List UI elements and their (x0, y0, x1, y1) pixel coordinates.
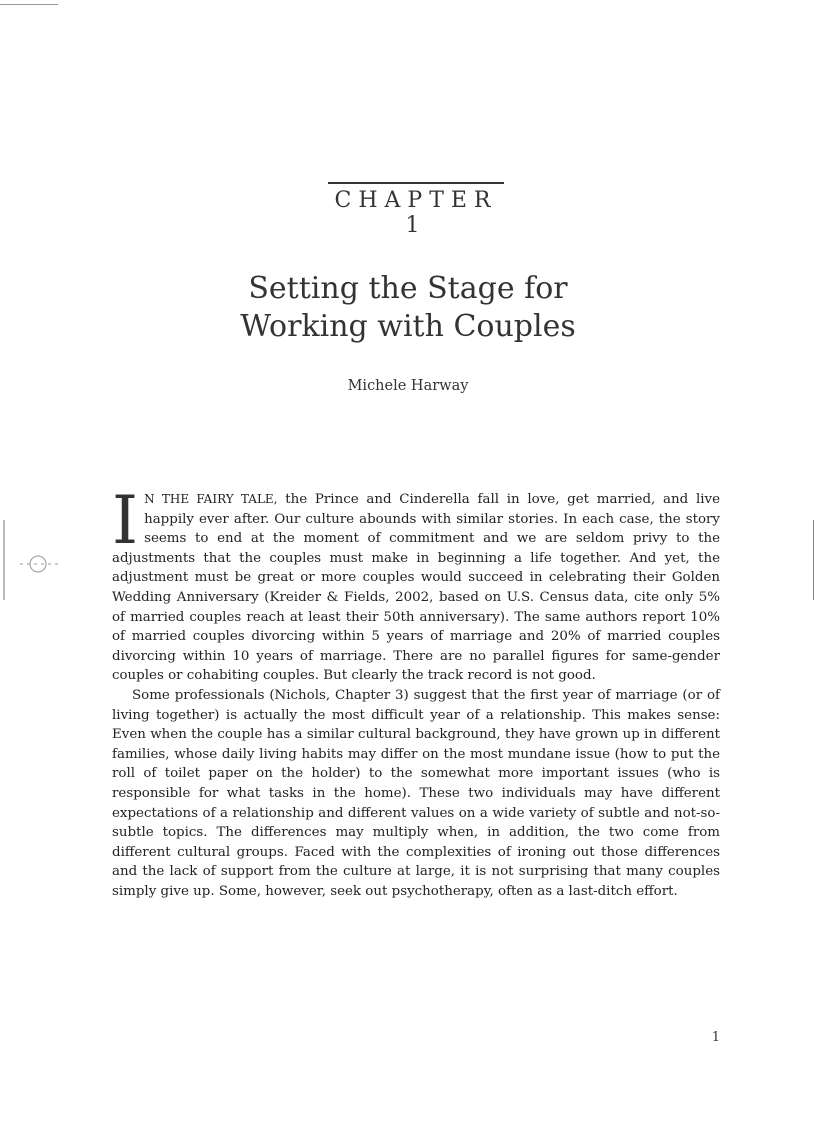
chapter-title (0, 270, 816, 346)
chapter-title-line-1: Setting the Stage for (248, 271, 568, 306)
paragraph-1-text: the Prince and Cinderella fall in love, get married, and live happily ever after. Our culture abounds with similar stories. In each case, the story seems to end at the moment of commitment and we are seldom privy to the adjustments that the couples must make in beginning a life together. And yet, the adjustment must be great or more couples would succeed in celebrating their Golden Wedding Anniversary (Kreider & Fields, 2002, based on U.S. Census data, cite only 5% of married couples reach at least their 50th anniversary). The same authors report 10% of married couples divorcing within 5 years of marriage and 20% of married couples divorcing within 10 years of marriage. There are no parallel figures for same-gender couples or cohabiting couples. But clearly the track record is not good. (112, 492, 720, 684)
lead-in-smallcaps: N THE FAIRY TALE, (144, 492, 278, 506)
drop-cap: I (112, 482, 139, 559)
chapter-label: CHAPTER 1 (328, 182, 504, 238)
paragraph-2: Some professionals (Nichols, Chapter 3) suggest that the first year of marriage (or of living together) is actually the most difficult year of a relationship. This makes sense: Even when the couple has a similar cultural background, they have grown up in different families, whose daily living habits may differ on the most mundane issue (how to put the roll of toilet paper on the holder) to the somewhat more important issues (who is responsible for what tasks in the home). These two individuals may have different expectations of a relationship and different values on a wide variety of subtle and not-so-subtle topics. The differences may multiply when, in addition, the two come from different cultural groups. Faced with the complexities of ironing out those differences and the lack of support from the culture at large, it is not surprising that many couples simply give up. Some, however, seek out psychotherapy, often as a last-ditch effort. (112, 687, 720, 899)
author-name: Michele Harway (347, 378, 469, 394)
chapter-title-line-2: Working with Couples (240, 309, 576, 344)
chapter-body (112, 482, 720, 901)
page-number: 1 (711, 1030, 720, 1045)
crop-mark-icon (0, 520, 70, 600)
paragraph-1 (112, 482, 720, 686)
corner-rule (0, 4, 58, 5)
